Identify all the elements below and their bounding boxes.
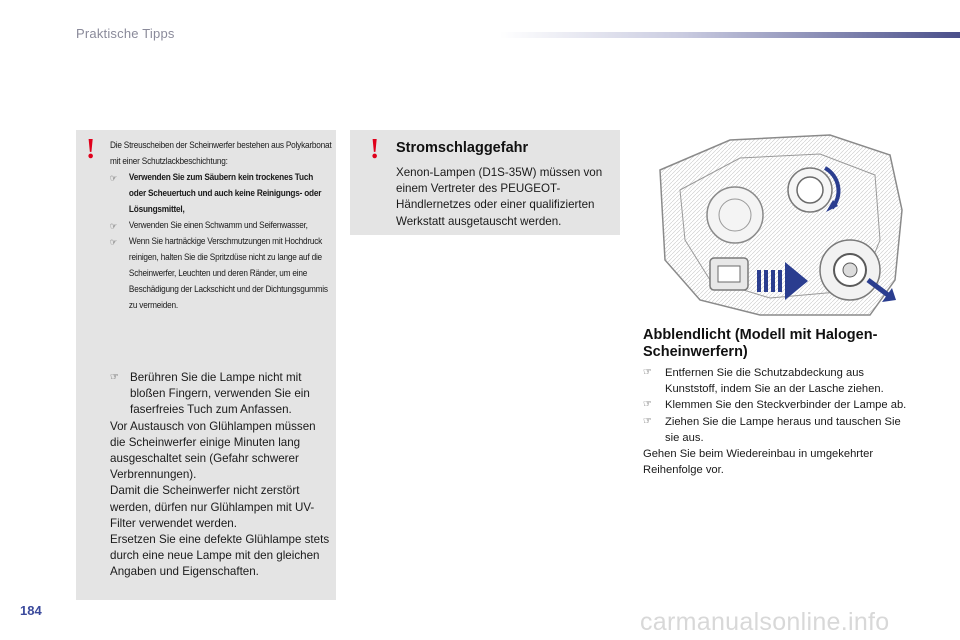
bullet-icon: ☞ xyxy=(643,415,652,427)
list-item: ☞ Verwenden Sie einen Schwamm und Seifenwasser, xyxy=(110,218,332,234)
bullet-icon: ☞ xyxy=(110,173,117,183)
low-beam-instructions xyxy=(643,365,911,478)
low-beam-title: Abblendlicht (Modell mit Halogen-Scheinwerfern) xyxy=(643,327,878,360)
lamp-socket xyxy=(707,187,763,243)
paragraph: Vor Austausch von Glühlampen müssen die Scheinwerfer einige Minuten lang ausgeschaltet sein (Gefahr schwerer Verbrennungen). xyxy=(110,419,316,482)
headlamp-illustration xyxy=(640,130,910,320)
section-title: Praktische Tipps xyxy=(76,26,175,41)
list-item: ☞ Wenn Sie hartnäckige Verschmutzungen mit Hochdruck reinigen, halten Sie die Spritzdüse nicht zu lange auf die Scheinwerfer, Leuchten und deren Ränder, um eine Beschädigung der Lackschicht und der Dichtungsgummis zu vermeiden. xyxy=(110,234,332,314)
shock-warning-box xyxy=(350,130,620,235)
bulb-handling-notes xyxy=(110,370,332,581)
list-item: ☞ Ziehen Sie die Lampe heraus und tauschen Sie sie aus. xyxy=(643,414,911,446)
list-item: ☞ Berühren Sie die Lampe nicht mit bloßen Fingern, verwenden Sie ein faserfreies Tuch zum Anfassen. xyxy=(110,370,332,419)
lens-care-intro: Die Streuscheiben der Scheinwerfer bestehen aus Polykarbonat mit einer Schutzlackbeschichtung: xyxy=(110,140,332,167)
exclamation-mark-icon: ! xyxy=(370,134,380,165)
exclamation-mark-icon: ! xyxy=(86,134,96,165)
list-item: ☞ Entfernen Sie die Schutzabdeckung aus Kunststoff, indem Sie an der Lasche ziehen. xyxy=(643,365,911,397)
paragraph: Damit die Scheinwerfer nicht zerstört werden, dürfen nur Glühlampen mit UV-Filter verwendet werden. xyxy=(110,484,315,530)
warning-box xyxy=(76,130,336,600)
paragraph: Ersetzen Sie eine defekte Glühlampe stets durch eine neue Lampe mit den gleichen Angaben und Eigenschaften. xyxy=(110,533,330,579)
bullet-icon: ☞ xyxy=(110,221,117,231)
shock-text: Xenon-Lampen (D1S-35W) müssen von einem Vertreter des PEUGEOT-Händlernetzes oder einer qualifizierten Werkstatt ausgetauscht werden. xyxy=(396,166,603,228)
closing-note: Gehen Sie beim Wiedereinbau in umgekehrter Reihenfolge vor. xyxy=(643,448,874,477)
lens-care-notes xyxy=(110,138,332,314)
bullet-icon: ☞ xyxy=(643,367,652,378)
header-gradient-bar xyxy=(500,32,960,38)
watermark: carmanualsonline.info xyxy=(640,608,890,636)
shock-title: Stromschlaggefahr xyxy=(396,140,529,156)
list-item: ☞ Verwenden Sie zum Säubern kein trockenes Tuch oder Scheuertuch und auch keine Reinigungs- oder Lösungsmittel, xyxy=(110,170,332,218)
bullet-icon: ☞ xyxy=(643,399,652,411)
list-item: ☞ Klemmen Sie den Steckverbinder der Lampe ab. xyxy=(643,397,911,413)
bullet-icon: ☞ xyxy=(110,372,119,383)
page-number: 184 xyxy=(20,603,42,618)
bullet-icon: ☞ xyxy=(110,237,117,247)
